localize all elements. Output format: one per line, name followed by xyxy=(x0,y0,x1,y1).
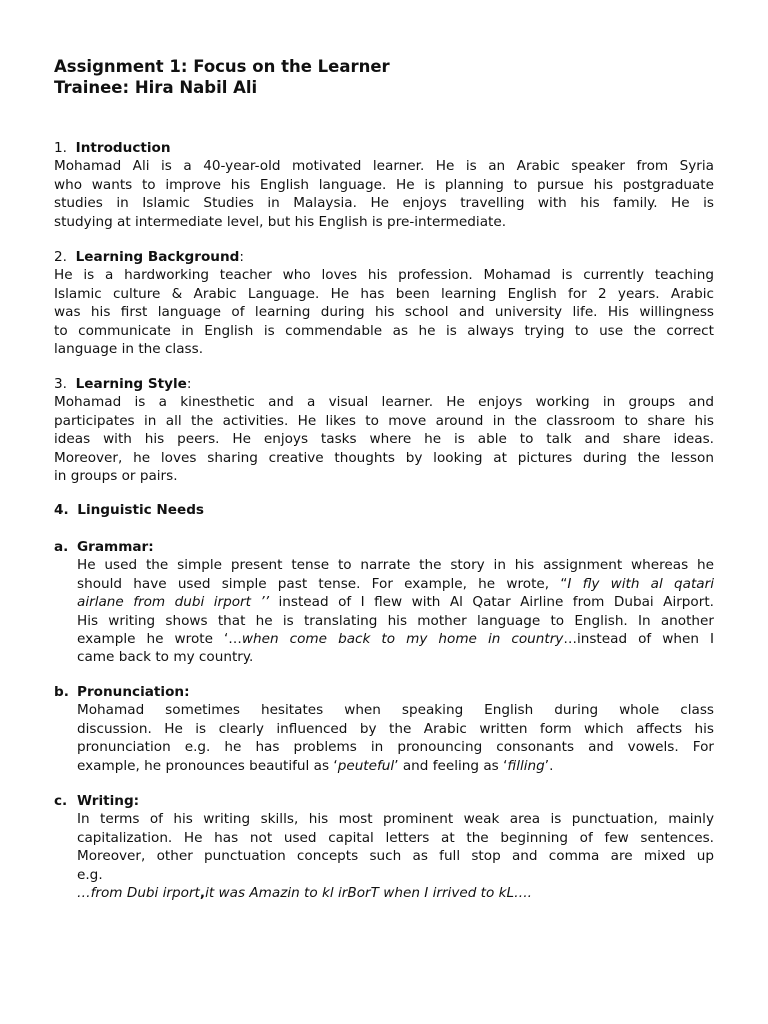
text-line: Islamic culture & Arabic Language. He has been learning English for 2 years. Arabic xyxy=(54,285,714,302)
text-line: was his first language of learning during his school and university life. His willingness xyxy=(54,304,714,321)
section-linguistic-needs xyxy=(54,501,714,519)
text-line: His writing shows that he is translating his mother language to English. In another xyxy=(77,612,714,629)
subsection-body xyxy=(77,810,714,902)
text-line: Mohamad sometimes hesitates when speaking English during whole class xyxy=(77,702,714,719)
section-learning-style xyxy=(54,375,714,485)
text-line: language in the class. xyxy=(54,341,204,358)
text-line: Mohamad Ali is a 40-year-old motivated learner. He is an Arabic speaker from Syria xyxy=(54,158,714,175)
quoted-example: filling xyxy=(507,757,545,774)
subsection-grammar xyxy=(54,538,714,667)
text-line: example, he pronounces beautiful as ‘peuteful’ and feeling as ‘filling’. xyxy=(77,757,554,774)
quoted-example: …from Dubi irport xyxy=(77,885,200,902)
text-line: participates in all the activities. He likes to move around in the classroom to share his xyxy=(54,412,714,429)
section-title: Learning Style xyxy=(75,376,187,392)
subsection-heading: c. Writing: xyxy=(54,793,140,809)
text-line: In terms of his writing skills, his most prominent weak area is punctuation, mainly xyxy=(77,811,714,828)
text-line: He used the simple present tense to narrate the story in his assignment whereas he xyxy=(77,557,714,574)
text-line: in groups or pairs. xyxy=(54,468,178,485)
section-body xyxy=(54,393,714,485)
section-title: Introduction xyxy=(75,140,171,156)
text-line: discussion. He is clearly influenced by the Arabic written form which affects his xyxy=(77,720,714,737)
quoted-example: peuteful xyxy=(337,757,395,774)
text-line: studying at intermediate level, but his English is pre-intermediate. xyxy=(54,213,507,230)
section-body xyxy=(54,266,714,358)
subsection-pronunciation xyxy=(54,683,714,775)
subsection-heading: b. Pronunciation: xyxy=(54,684,190,700)
text-line: who wants to improve his English language. He is planning to pursue his postgraduate xyxy=(54,176,714,193)
quoted-example: airlane from dubi irport ’’ xyxy=(77,594,270,611)
subsection-body xyxy=(77,701,714,775)
quoted-example: I fly with al qatari xyxy=(567,575,714,592)
subsection-title: Grammar: xyxy=(77,539,154,555)
text-line: example he wrote ‘…when come back to my home in country…instead of when I xyxy=(77,631,714,648)
text-line: pronunciation e.g. he has problems in pronouncing consonants and vowels. For xyxy=(77,739,714,756)
title-block xyxy=(54,56,714,98)
text-line: ideas with his peers. He enjoys tasks where he is able to talk and share ideas. xyxy=(54,431,714,448)
subsection-body xyxy=(77,556,714,666)
section-learning-background xyxy=(54,248,714,358)
text-line: came back to my country. xyxy=(77,649,254,666)
text-line: Mohamad is a kinesthetic and a visual learner. He enjoys working in groups and xyxy=(54,394,714,411)
text-line: should have used simple past tense. For example, he wrote, “I fly with al qatari xyxy=(77,575,714,592)
section-body xyxy=(54,157,714,231)
text-line: Moreover, other punctuation concepts such as full stop and comma are mixed up xyxy=(77,848,714,865)
section-heading: 1. Introduction xyxy=(54,140,171,156)
text-line: …from Dubi irport,it was Amazin to kl irBorT when I irrived to kL…. xyxy=(77,885,533,902)
section-heading: 4. Linguistic Needs xyxy=(54,502,205,518)
assignment-title: Assignment 1: Focus on the Learner xyxy=(54,57,390,76)
section-title: Linguistic Needs xyxy=(77,502,205,518)
text-line: e.g. xyxy=(77,866,103,883)
quoted-example: it was Amazin to kl irBorT when I irrived to kL…. xyxy=(205,885,533,902)
text-line: Moreover, he loves sharing creative thoughts by looking at pictures during the lesson xyxy=(54,449,714,466)
subsection-title: Writing: xyxy=(77,793,140,809)
quoted-example: when come back to my home in country xyxy=(241,631,564,648)
subsection-writing xyxy=(54,792,714,902)
section-introduction xyxy=(54,139,714,231)
section-title: Learning Background xyxy=(75,249,240,265)
text-line: airlane from dubi irport ’’ instead of I flew with Al Qatar Airline from Dubai Airport. xyxy=(77,594,714,611)
text-line: He is a hardworking teacher who loves his profession. Mohamad is currently teaching xyxy=(54,267,714,284)
section-heading: 3. Learning Style: xyxy=(54,376,192,392)
text-line: studies in Islamic Studies in Malaysia. He enjoys travelling with his family. He is xyxy=(54,195,714,212)
subsection-title: Pronunciation: xyxy=(77,684,190,700)
section-heading: 2. Learning Background: xyxy=(54,249,244,265)
text-line: capitalization. He has not used capital letters at the beginning of few sentences. xyxy=(77,829,714,846)
subsection-heading: a. Grammar: xyxy=(54,539,154,555)
text-line: to communicate in English is commendable as he is always trying to use the correct xyxy=(54,322,714,339)
trainee-name: Trainee: Hira Nabil Ali xyxy=(54,78,258,97)
